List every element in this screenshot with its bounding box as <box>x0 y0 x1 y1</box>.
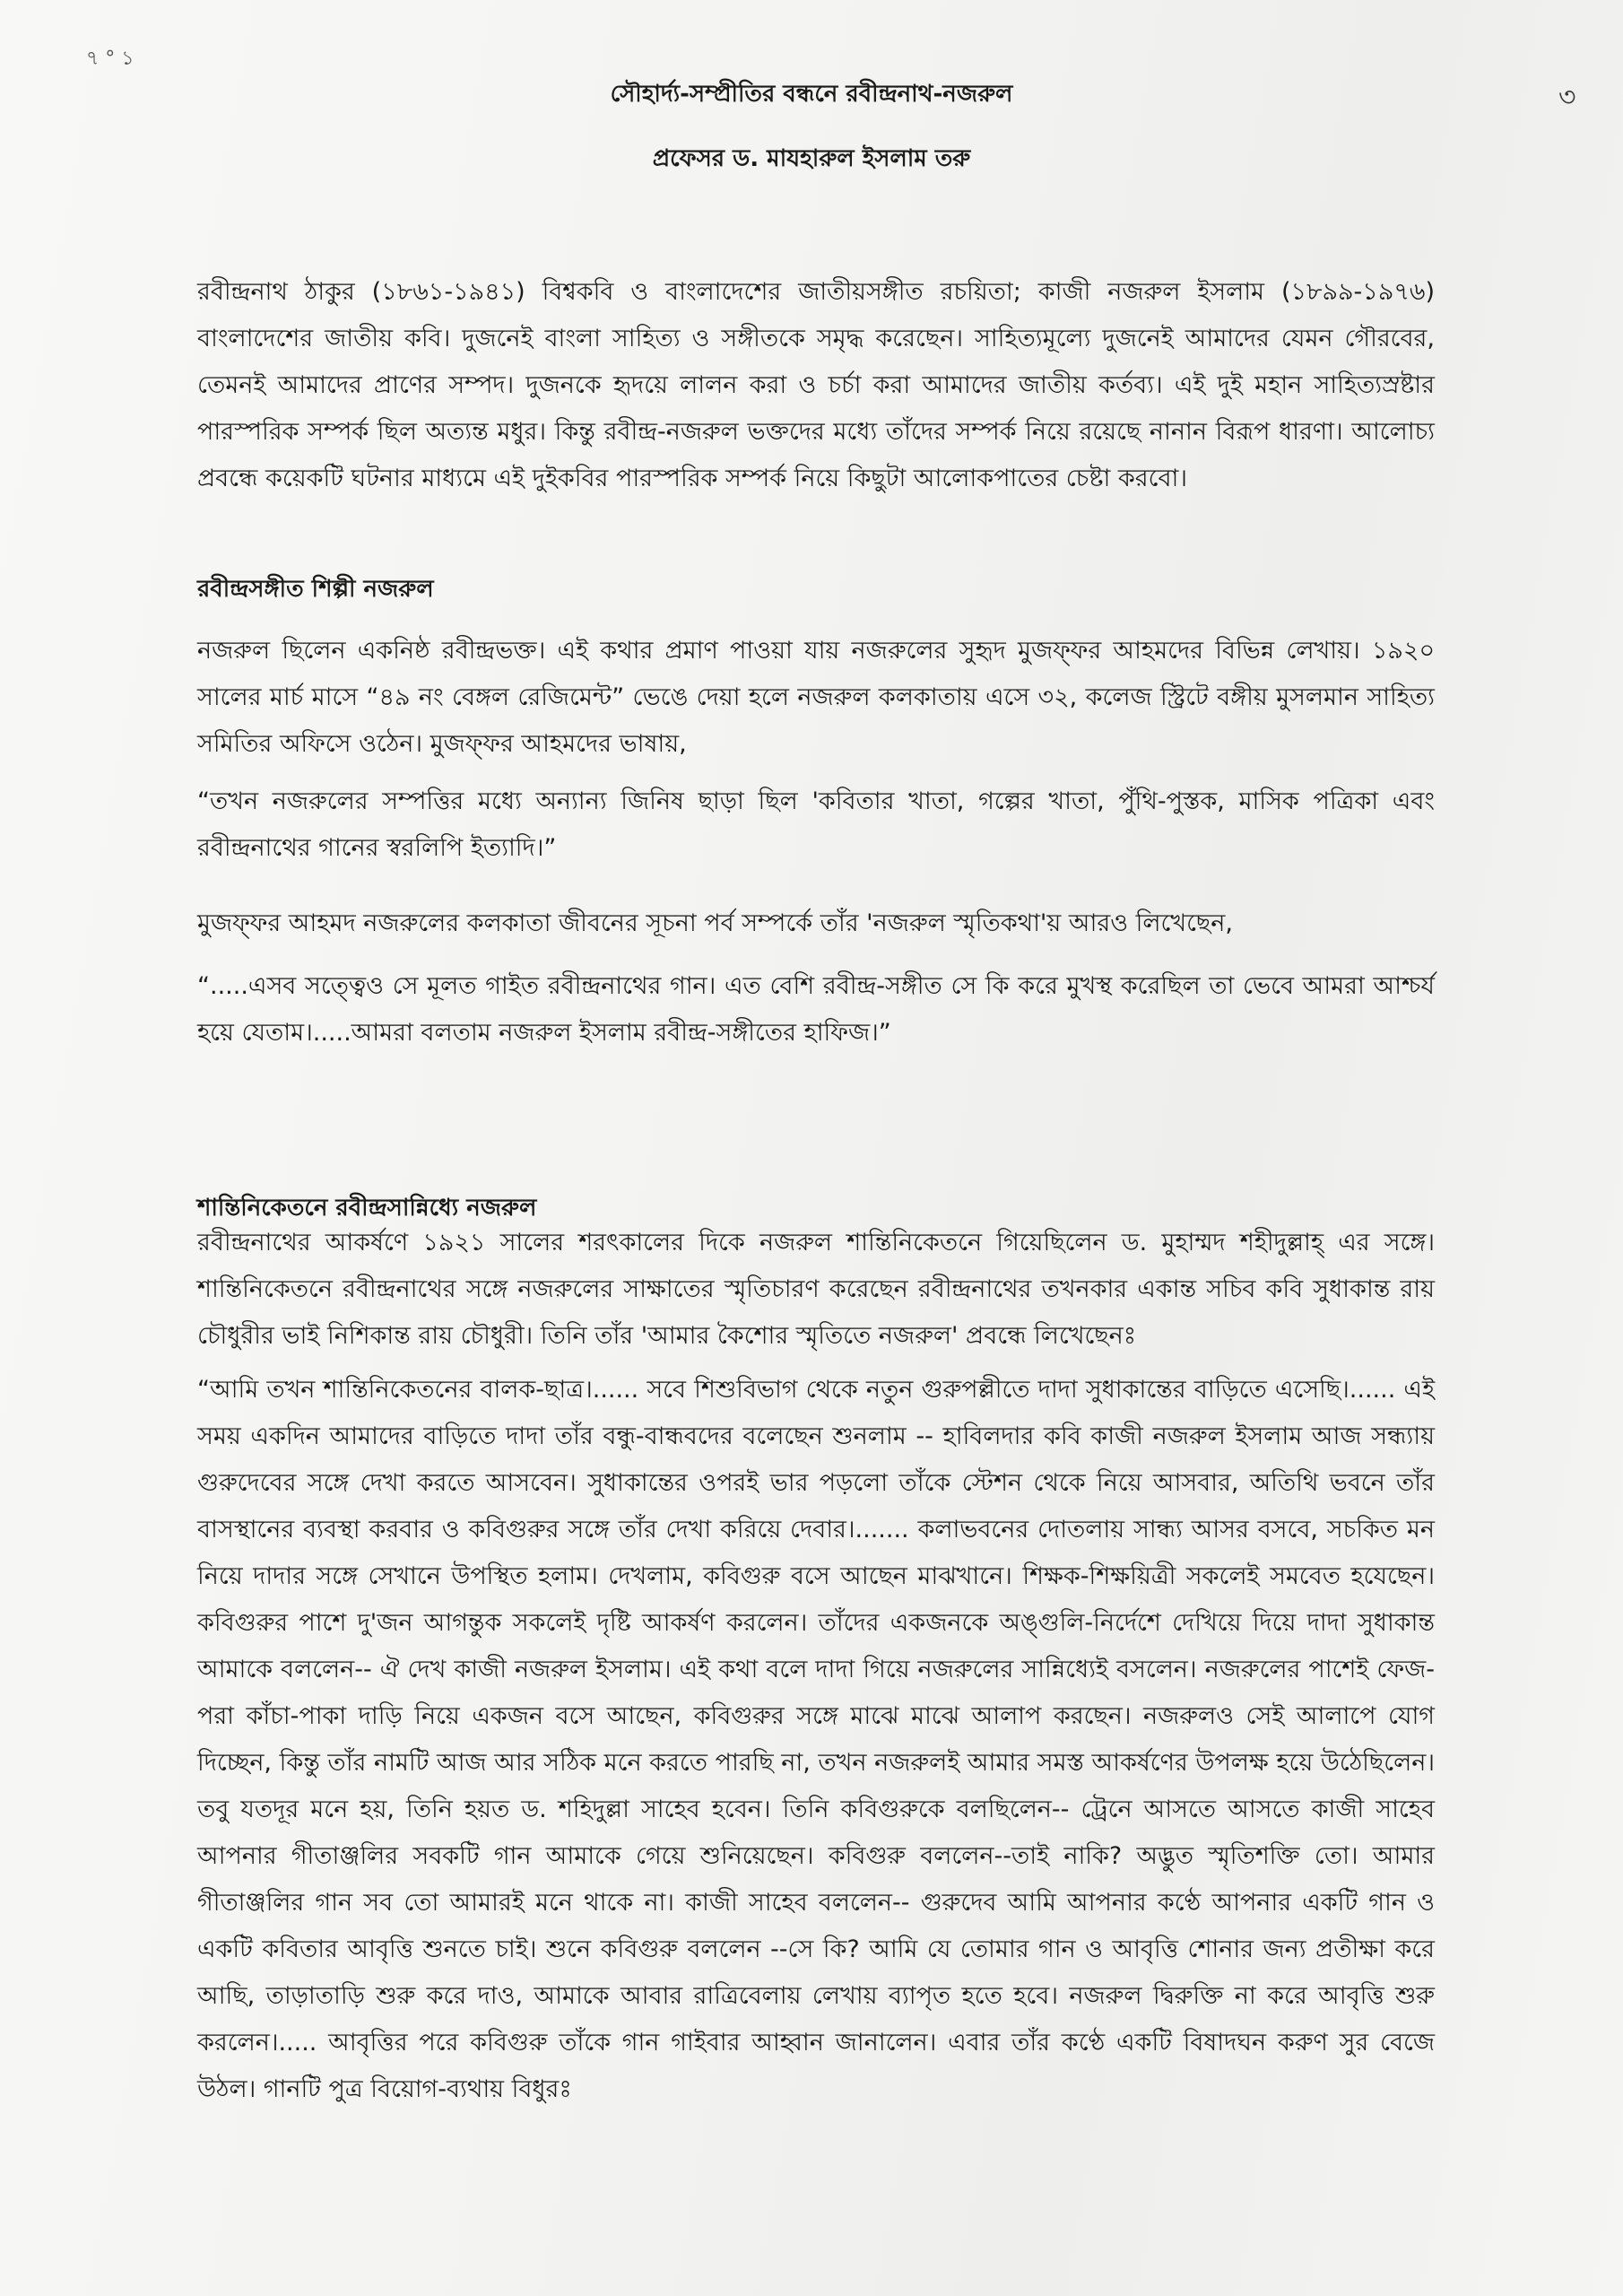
section1-quote-1: “তখন নজরুলের সম্পত্তির মধ্যে অন্যান্য জিনিষ ছাড়া ছিল 'কবিতার খাতা, গল্পের খাতা, পুঁথি-পুস্তক, মাসিক পত্রিকা এবং রবীন্দ্রনাথের গানের স্বরলিপি ইত্যাদি।” <box>197 787 1435 862</box>
section1-paragraph-1: নজরুল ছিলেন একনিষ্ঠ রবীন্দ্রভক্ত। এই কথার প্রমাণ পাওয়া যায় নজরুলের সুহৃদ মুজফ্ফর আহমদের বিভিন্ন লেখায়। ১৯২০ সালের মার্চ মাসে “৪৯ নং বেঙ্গল রেজিমেন্ট” ভেঙে দেয়া হলে নজরুল কলকাতায় এসে ৩২, কলেজ স্ট্রিটে বঙ্গীয় মুসলমান সাহিত্য সমিতির অফিসে ওঠেন। মুজফ্ফর আহমদের ভাষায়, <box>197 637 1435 758</box>
document-author: প্রফেসর ড. মাযহারুল ইসলাম তরু <box>652 145 971 172</box>
page-number: ৩ <box>1558 82 1576 113</box>
section1-quote-2: “.....এসব সত্ত্বেও সে মূলত গাইত রবীন্দ্রনাথের গান। এত বেশি রবীন্দ্র-সঙ্গীত সে কি করে মুখস্থ করেছিল তা ভেবে আমরা আশ্চর্য হয়ে যেতাম।.....আমরা বলতাম নজরুল ইসলাম রবীন্দ্র-সঙ্গীতের হাফিজ।” <box>197 972 1435 1047</box>
corner-mark: ৭ ° ১ <box>86 48 135 70</box>
document-title: সৌহার্দ্য-সম্প্রীতির বন্ধনে রবীন্দ্রনাথ-নজরুল <box>610 81 1013 108</box>
section2-paragraph-1: রবীন্দ্রনাথের আকর্ষণে ১৯২১ সালের শরৎকালের দিকে নজরুল শান্তিনিকেতনে গিয়েছিলেন ড. মুহাম্মদ শহীদুল্লাহ্ এর সঙ্গে। শান্তিনিকেতনে রবীন্দ্রনাথের সঙ্গে নজরুলের সাক্ষাতের স্মৃতিচারণ করেছেন রবীন্দ্রনাথের তখনকার একান্ত সচিব কবি সুধাকান্ত রায় চৌধুরীর ভাই নিশিকান্ত রায় চৌধুরী। তিনি তাঁর 'আমার কৈশোর স্মৃতিতে নজরুল' প্রবন্ধে লিখেছেনঃ <box>197 1229 1435 1350</box>
section2-quote: “আমি তখন শান্তিনিকেতনের বালক-ছাত্র।...... সবে শিশুবিভাগ থেকে নতুন গুরুপল্লীতে দাদা সুধাকান্তের বাড়িতে এসেছি।...... এই সময় একদিন আমাদের বাড়িতে দাদা তাঁর বন্ধু-বান্ধবদের বলেছেন শুনলাম -- হাবিলদার কবি কাজী নজরুল ইসলাম আজ সন্ধ্যায় গুরুদেবের সঙ্গে দেখা করতে আসবেন। সুধাকান্তের ওপরই ভার পড়লো তাঁকে স্টেশন থেকে নিয়ে আসবার, অতিথি ভবনে তাঁর বাসস্থানের ব্যবস্থা করবার ও কবিগুরুর সঙ্গে তাঁর দেখা করিয়ে দেবার।....... কলাভবনের দোতলায় সান্ধ্য আসর বসবে, সচকিত মন নিয়ে দাদার সঙ্গে সেখানে উপস্থিত হলাম। দেখলাম, কবিগুরু বসে আছেন মাঝখানে। শিক্ষক-শিক্ষয়িত্রী সকলেই সমবেত হযেছেন। কবিগুরুর পাশে দু'জন আগন্তুক সকলেই দৃষ্টি আকর্ষণ করলেন। তাঁদের একজনকে অঙ্গুলি-নির্দেশে দেখিয়ে দিয়ে দাদা সুধাকান্ত আমাকে বললেন-- ঐ দেখ কাজী নজরুল ইসলাম। এই কথা বলে দাদা গিয়ে নজরুলের সান্নিধ্যেই বসলেন। নজরুলের পাশেই ফেজ-পরা কাঁচা-পাকা দাড়ি নিয়ে একজন বসে আছেন, কবিগুরুর সঙ্গে মাঝে মাঝে আলাপ করছেন। নজরুলও সেই আলাপে যোগ দিচ্ছেন, কিন্তু তাঁর নামটি আজ আর সঠিক মনে করতে পারছি না, তখন নজরুলই আমার সমস্ত আকর্ষণের উপলক্ষ হয়ে উঠেছিলেন। তবু যতদূর মনে হয়, তিনি হয়ত ড. শহিদুল্লা সাহেব হবেন। তিনি কবিগুরুকে বলছিলেন-- ট্রেনে আসতে আসতে কাজী সাহেব আপনার গীতাঞ্জলির সবকটি গান আমাকে গেয়ে শুনিয়েছেন। কবিগুরু বললেন--তাই নাকি? অদ্ভুত স্মৃতিশক্তি তো। আমার গীতাঞ্জলির গান সব তো আমারই মনে থাকে না। কাজী সাহেব বললেন-- গুরুদেব আমি আপনার কণ্ঠে আপনার একটি গান ও একটি কবিতার আবৃত্তি শুনতে চাই। শুনে কবিগুরু বললেন --সে কি? আমি যে তোমার গান ও আবৃত্তি শোনার জন্য প্রতীক্ষা করে আছি, তাড়াতাড়ি শুরু করে দাও, আমাকে আবার রাত্রিবেলায় লেখায় ব্যাপৃত হতে হবে। নজরুল দ্বিরুক্তি না করে আবৃত্তি শুরু করলেন।..... আবৃত্তির পরে কবিগুরু তাঁকে গান গাইবার আহ্বান জানালেন। এবার তাঁর কণ্ঠে একটি বিষাদঘন করুণ সুর বেজে উঠল। গানটি পুত্র বিয়োগ-ব্যথায় বিধুরঃ <box>197 1376 1435 2103</box>
section1-heading: রবীন্দ্রসঙ্গীত শিল্পী নজরুল <box>197 576 434 603</box>
intro-paragraph: রবীন্দ্রনাথ ঠাকুর (১৮৬১-১৯৪১) বিশ্বকবি ও বাংলাদেশের জাতীয়সঙ্গীত রচয়িতা; কাজী নজরুল ইসলাম (১৮৯৯-১৯৭৬) বাংলাদেশের জাতীয় কবি। দুজনেই বাংলা সাহিত্য ও সঙ্গীতকে সমৃদ্ধ করেছেন। সাহিত্যমূল্যে দুজনেই আমাদের যেমন গৌরবের, তেমনই আমাদের প্রাণের সম্পদ। দুজনকে হৃদয়ে লালন করা ও চর্চা করা আমাদের জাতীয় কর্তব্য। এই দুই মহান সাহিত্যস্রষ্টার পারস্পরিক সম্পর্ক ছিল অত্যন্ত মধুর। কিন্তু রবীন্দ্র-নজরুল ভক্তদের মধ্যে তাঁদের সম্পর্ক নিয়ে রয়েছে নানান বিরূপ ধারণা। আলোচ্য প্রবন্ধে কয়েকটি ঘটনার মাধ্যমে এই দুইকবির পারস্পরিক সম্পর্ক নিয়ে কিছুটা আলোকপাতের চেষ্টা করবো। <box>197 278 1435 492</box>
section2-heading: শান্তিনিকেতনে রবীন্দ্রসান্নিধ্যে নজরুল <box>197 1195 537 1222</box>
section1-paragraph-2: মুজফ্ফর আহমদ নজরুলের কলকাতা জীবনের সূচনা পর্ব সম্পর্কে তাঁর 'নজরুল স্মৃতিকথা'য় আরও লিখেছেন, <box>197 909 1233 937</box>
